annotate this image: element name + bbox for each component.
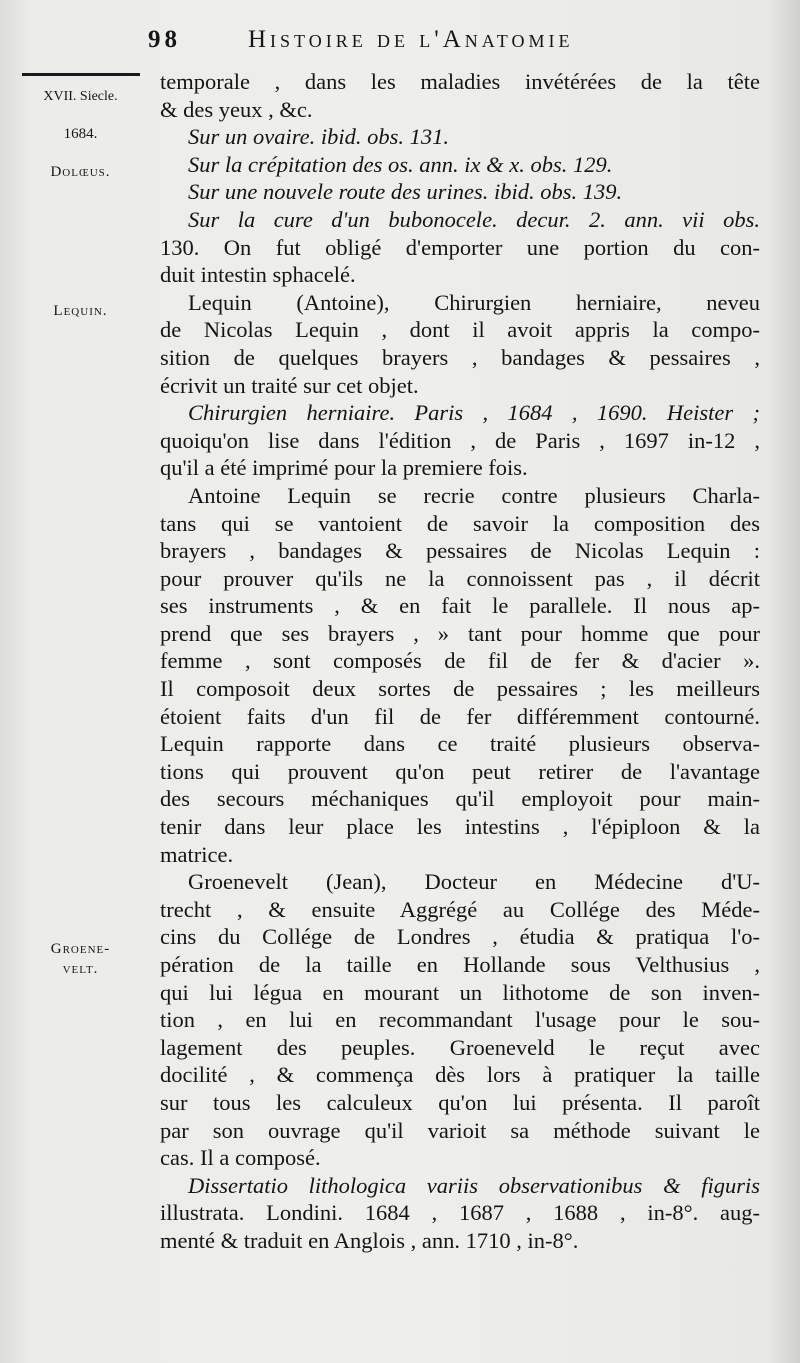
text-line: 130. On fut obligé d'emporter une portion du con-: [160, 234, 760, 260]
text-line: [160, 206, 760, 234]
text-line: écrivit un traité sur cet objet.: [160, 372, 419, 398]
text-line: pour prouver qu'ils ne la connoissent pas , il décrit: [160, 565, 760, 591]
text-line: illustrata. Londini. 1684 , 1687 , 1688 , in-8°. aug-: [160, 1200, 760, 1226]
text-line: brayers , bandages & pessaires de Nicolas Lequin :: [160, 538, 760, 564]
text-line: Sur une nouvele route des urines. ibid. obs. 139.: [188, 179, 623, 205]
page-number: 98: [148, 26, 181, 53]
margin-doloeus: Dolœus.: [50, 164, 111, 180]
text-line: tenir dans leur place les intestins , l'épiploon & la: [160, 814, 760, 840]
text-line: Chirurgien herniaire. Paris , 1684 , 1690. Heister ;: [188, 400, 760, 426]
text-line: par son ouvrage qu'il varioit sa méthode suivant le: [160, 1117, 760, 1143]
text-line: tans qui se vantoient de savoir la composition des: [160, 510, 760, 536]
text-line: qui lui légua en mourant un lithotome de son inven-: [160, 979, 760, 1005]
text-line: trecht , & ensuite Aggrégé au Collége des Méde-: [160, 896, 760, 922]
text-line: quoiqu'on lise dans l'édition , de Paris , 1697 in-12 ,: [160, 427, 760, 453]
text-line: ses instruments , & en fait le parallele. Il nous ap-: [160, 593, 760, 619]
text-line: sition de quelques brayers , bandages & pessaires ,: [160, 344, 760, 370]
text-line: matrice.: [160, 841, 234, 867]
margin-year: 1684.: [63, 126, 98, 142]
text-line: des secours méchaniques qu'il employoit pour main-: [160, 786, 760, 812]
text-line: menté & traduit en Anglois , ann. 1710 , in-8°.: [160, 1227, 579, 1253]
text-line: de Nicolas Lequin , dont il avoit appris la compo-: [160, 317, 760, 343]
text-line: temporale , dans les maladies invétérées de la tête: [160, 69, 760, 94]
text-line: Il composoit deux sortes de pessaires ; les meilleurs: [160, 676, 760, 702]
text-line: [160, 1172, 760, 1200]
margin-groenevelt-1: Groene-: [50, 941, 111, 957]
text-line: Lequin rapporte dans ce traité plusieurs observa-: [160, 731, 760, 757]
body-text: [160, 68, 760, 1255]
text-line: docilité , & commença dès lors à pratiquer la taille: [160, 1062, 760, 1088]
text-line: cas. Il a composé.: [160, 1145, 321, 1171]
text-line: cins du Collége de Londres , étudia & pratiqua l'o-: [160, 924, 760, 950]
running-title: Histoire de l'Anatomie: [248, 26, 574, 53]
text-line: Sur la crépitation des os. ann. ix & x. obs. 129.: [188, 151, 613, 177]
header-rule: [22, 73, 140, 76]
text-line: qu'il a été imprimé pour la premiere fois.: [160, 455, 528, 481]
running-header: [148, 22, 788, 62]
text-line: Sur un ovaire. ibid. obs. 131.: [188, 124, 450, 150]
text-line: duit intestin sphacelé.: [160, 262, 356, 288]
text-line: [160, 399, 760, 427]
text-line: Antoine Lequin se recrie contre plusieurs Charla-: [188, 482, 760, 508]
text-line: femme , sont composés de fil de fer & d'acier ».: [160, 648, 760, 674]
text-line: Lequin (Antoine), Chirurgien herniaire, neveu: [188, 289, 760, 315]
text-line: Dissertatio lithologica variis observationibus & figuris: [188, 1172, 760, 1198]
text-line: Groenevelt (Jean), Docteur en Médecine d'U-: [188, 869, 760, 895]
text-line: sur tous les calculeux qu'on lui présenta. Il paroît: [160, 1089, 760, 1115]
text-line: [160, 123, 760, 151]
text-line: prend que ses brayers , » tant pour homme que pour: [160, 620, 760, 646]
margin-groenevelt-2: velt.: [62, 961, 99, 977]
text-line: Sur la cure d'un bubonocele. decur. 2. ann. vii obs.: [188, 206, 760, 232]
margin-century: XVII. Siecle.: [43, 89, 118, 104]
text-line: étoient faits d'un fil de fer différemment contourné.: [160, 703, 760, 729]
margin-lequin: Lequin.: [53, 303, 108, 319]
text-line: tion , en lui en recommandant l'usage pour le sou-: [160, 1007, 760, 1033]
text-line: pération de la taille en Hollande sous Velthusius ,: [160, 952, 760, 977]
text-line: & des yeux , &c.: [160, 96, 313, 122]
text-line: [160, 151, 760, 179]
text-line: tions qui prouvent qu'on peut retirer de l'avantage: [160, 758, 760, 784]
text-line: [160, 178, 760, 206]
text-line: lagement des peuples. Groeneveld le reçut avec: [160, 1034, 760, 1060]
